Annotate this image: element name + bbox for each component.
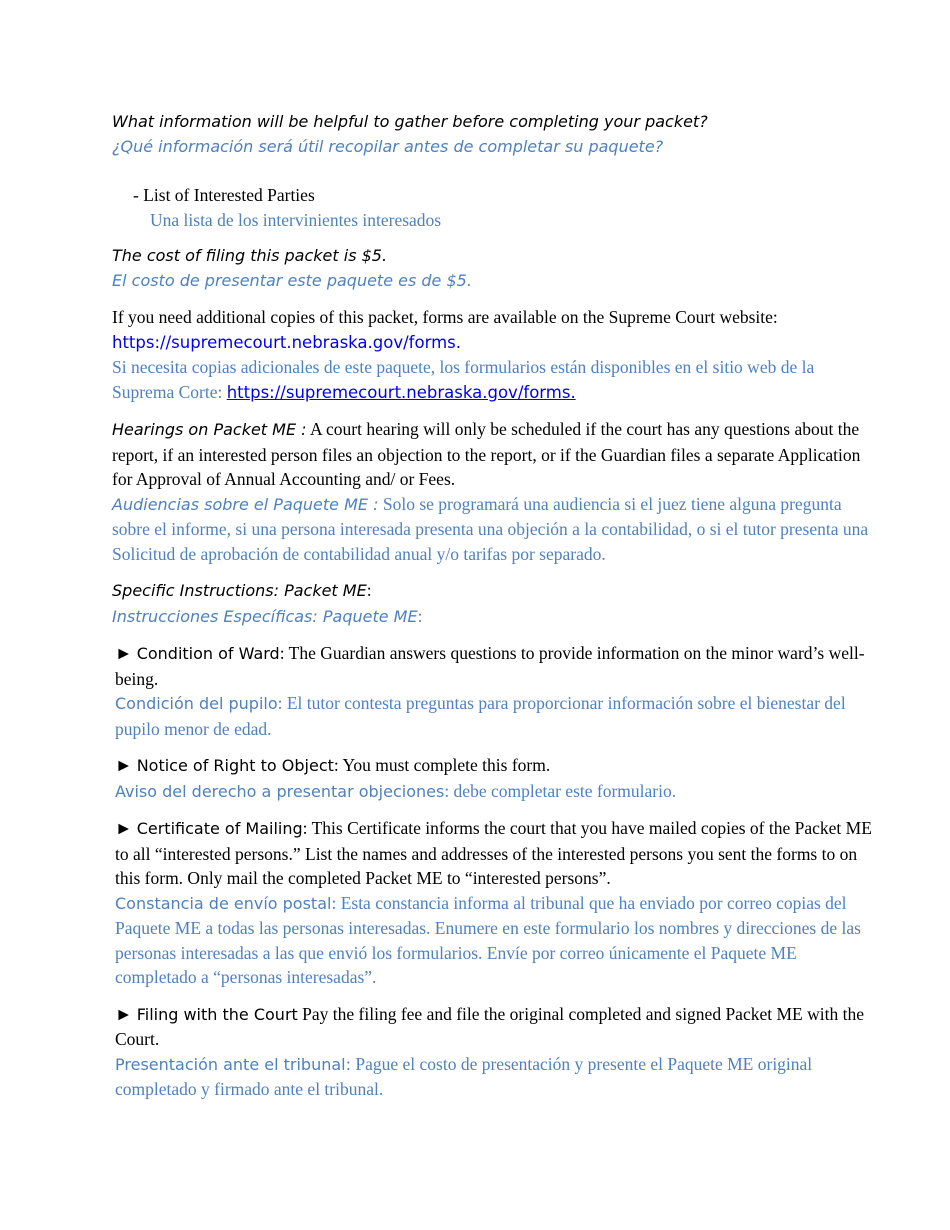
specific-label-es: Instrucciones Específicas: Paquete ME	[112, 606, 418, 626]
copies-section	[112, 305, 872, 405]
list-item-en: - List of Interested Parties	[133, 185, 315, 205]
bullet-text-es: : El tutor contesta preguntas para proporcionar información sobre el bienestar del pupilo menor de edad.	[115, 693, 846, 739]
copies-en: If you need additional copies of this packet, forms are available on the Supreme Court website:	[112, 307, 778, 327]
triangle-bullet-icon: ►	[115, 643, 133, 663]
bullet-en	[115, 816, 872, 891]
cost-es: El costo de presentar este paquete es de $5.	[112, 270, 472, 290]
cost-section	[112, 244, 872, 293]
list-item	[115, 816, 872, 990]
bullet-label-es: Constancia de envío postal	[115, 893, 332, 913]
intro-section	[112, 110, 872, 159]
forms-link-en[interactable]: https://supremecourt.nebraska.gov/forms.	[112, 332, 461, 352]
bullet-text-en: : This Certificate informs the court that you have mailed copies of the Packet ME to all “interested persons.” List the names and addresses of the interested persons you sent the forms to on this form. Only mail the completed Packet ME to “interested persons”.	[115, 818, 872, 888]
copies-link-row	[112, 330, 872, 356]
triangle-bullet-icon: ►	[115, 818, 133, 838]
hearings-text-es: Solo se programará una audiencia si el juez tiene alguna pregunta sobre el informe, si una persona interesada presenta una objeción a la contabilidad, o si el tutor presenta una Solicitud de aprobación de contabilidad anual y/o tarifas por separado.	[112, 493, 869, 564]
bullet-text-en: : The Guardian answers questions to provide information on the minor ward’s well-being.	[115, 643, 865, 689]
list-item	[115, 641, 872, 741]
cost-en: The cost of filing this packet is $5.	[112, 246, 388, 265]
bullet-label-es: Condición del pupilo	[115, 694, 278, 713]
bullet-label-en: Notice of Right to Object	[136, 756, 334, 775]
bullet-es	[115, 779, 872, 805]
triangle-bullet-icon: ►	[115, 755, 133, 775]
bullet-text-es: : debe completar este formulario.	[444, 780, 677, 801]
copies-es-text: Si necesita copias adicionales de este paquete, los formularios están disponibles en el sitio web de la Suprema Corte:	[112, 357, 815, 402]
intro-question-en: What information will be helpful to gather before completing your packet?	[112, 112, 708, 131]
hearings-label-en: Hearings on Packet ME :	[112, 420, 307, 439]
hearings-label-es: Audiencias sobre el Paquete ME :	[112, 494, 379, 514]
bullet-text-es: Pague el costo de presentación y presente el Paquete ME original completado y firmado ante el tribunal.	[115, 1053, 813, 1099]
specific-colon-en: :	[366, 580, 372, 600]
hearings-es	[112, 492, 872, 567]
hearings-section	[112, 417, 872, 566]
hearings-text-en: A court hearing will only be scheduled if the court has any questions about the report, if an interested person files an objection to the report, or if the Guardian files a separate Application for Approval of Annual Accounting and/ or Fees.	[112, 419, 861, 489]
copies-es	[112, 355, 872, 405]
specific-heading-en	[112, 578, 872, 604]
list-item	[115, 1002, 872, 1102]
bullet-label-en: Certificate of Mailing	[136, 819, 303, 838]
document-page	[112, 110, 872, 1102]
bullet-text-es: : Esta constancia informa al tribunal que ha enviado por correo copias del Paquete ME a todas las personas interesadas. Enumere en este formulario los nombres y direcciones de las personas interesadas a las que envió los formularios. Envíe por correo únicamente el Paquete ME completado a “personas interesadas”.	[115, 892, 861, 987]
bullet-en	[115, 753, 872, 779]
bullet-text-en: : You must complete this form.	[333, 755, 551, 775]
hearings-en	[112, 417, 872, 492]
bullet-es	[115, 691, 872, 741]
bullet-text-en: Pay the filing fee and file the original completed and signed Packet ME with the Court.	[115, 1003, 864, 1049]
list-section	[112, 183, 872, 232]
bullet-es	[115, 891, 872, 990]
specific-heading-es	[112, 604, 872, 630]
triangle-bullet-icon: ►	[115, 1003, 133, 1024]
bullet-list	[112, 641, 872, 1102]
list-item	[115, 753, 872, 804]
list-item-es: Una lista de los intervinientes interesados	[150, 209, 442, 230]
bullet-en	[115, 641, 872, 691]
bullet-label-en: Condition of Ward	[136, 644, 280, 663]
bullet-label-es: Presentación ante el tribunal:	[115, 1054, 351, 1074]
bullet-en	[115, 1002, 872, 1052]
specific-colon-es: :	[417, 605, 423, 626]
bullet-label-en: Filing with the Court	[136, 1004, 298, 1024]
bullet-es	[115, 1052, 872, 1102]
intro-question-es: ¿Qué información será útil recopilar antes de completar su paquete?	[112, 136, 664, 156]
forms-link-es[interactable]: https://supremecourt.nebraska.gov/forms.	[226, 382, 576, 402]
specific-label-en: Specific Instructions: Packet ME	[112, 581, 367, 600]
specific-section	[112, 578, 872, 629]
bullet-label-es: Aviso del derecho a presentar objeciones	[115, 781, 445, 801]
